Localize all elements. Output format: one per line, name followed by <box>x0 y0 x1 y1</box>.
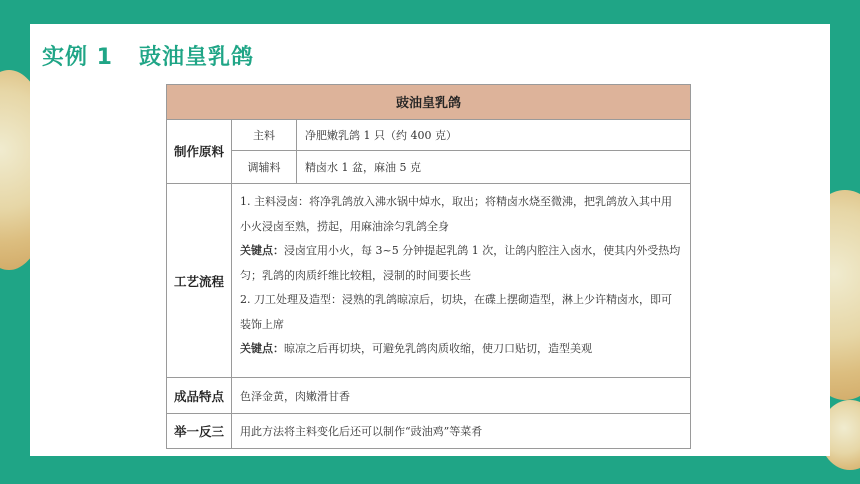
category-features: 成品特点 <box>167 378 232 414</box>
seasoning-value: 精卤水 1 盆，麻油 5 克 <box>297 151 691 184</box>
table-row <box>167 119 691 151</box>
main-ingredient-value: 净肥嫩乳鸽 1 只（约 400 克） <box>297 119 691 151</box>
extension-text: 用此方法将主料变化后还可以制作“豉油鸡”等菜肴 <box>232 414 691 449</box>
process-step-2: 2. 刀工处理及造型：浸熟的乳鸽晾凉后，切块，在碟上摆砌造型，淋上少许精卤水，即可装饰上席 <box>240 293 672 331</box>
table-row <box>167 378 691 414</box>
category-extension: 举一反三 <box>167 414 232 449</box>
table-row <box>167 414 691 449</box>
key-point-label: 关键点： <box>240 244 284 258</box>
key-point-label: 关键点： <box>240 342 284 356</box>
content-card <box>30 24 830 456</box>
process-key-point-1 <box>240 239 682 288</box>
table-header: 豉油皇乳鸽 <box>167 85 691 120</box>
process-step-1: 1. 主料浸卤：将净乳鸽放入沸水锅中焯水，取出；将精卤水烧至微沸，把乳鸽放入其中用小火浸卤至熟，捞起，用麻油涂匀乳鸽全身 <box>240 195 672 233</box>
main-ingredient-label: 主料 <box>232 119 297 151</box>
features-text: 色泽金黄，肉嫩滑甘香 <box>232 378 691 414</box>
table-row <box>167 151 691 184</box>
seasoning-label: 调辅料 <box>232 151 297 184</box>
key-point-text: 浸卤宜用小火，每 3~5 分钟提起乳鸽 1 次，让鸽内腔注入卤水，使其内外受热均匀；乳鸽的肉质纤维比较粗，浸制的时间要长些 <box>240 244 681 282</box>
table-row <box>167 184 691 378</box>
process-key-point-2 <box>240 337 682 362</box>
recipe-table <box>166 84 691 449</box>
key-point-text: 晾凉之后再切块，可避免乳鸽肉质收缩，使刀口贴切，造型美观 <box>284 342 592 356</box>
category-ingredients: 制作原料 <box>167 119 232 183</box>
table-header-row <box>167 85 691 120</box>
category-process: 工艺流程 <box>167 184 232 378</box>
recipe-table-container <box>166 84 691 449</box>
slide-title: 实例 1 豉油皇乳鸽 <box>42 45 254 70</box>
process-content <box>232 184 691 378</box>
